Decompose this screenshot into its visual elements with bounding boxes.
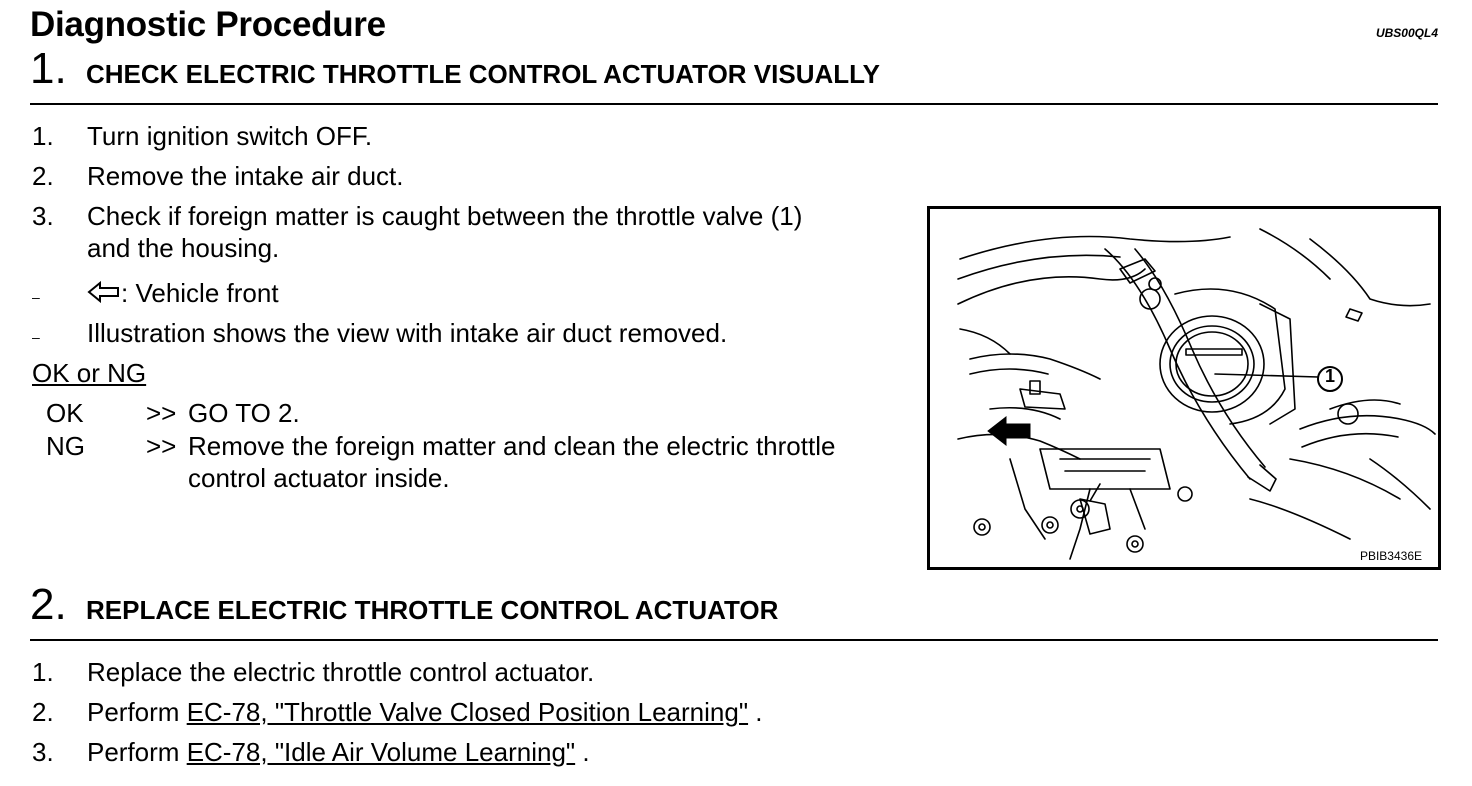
note-vehicle-front-text: : Vehicle front [121,278,279,308]
note-text: Illustration shows the view with intake air duct removed. [87,318,728,348]
note-bullet: – [32,289,40,305]
item-text [87,696,763,728]
result-text: GO TO 2. [188,398,300,428]
figure-code: PBIB3436E [1359,549,1422,563]
ok-ng-label: OK or NG [32,358,147,388]
vehicle-front-arrow-icon [988,417,1030,445]
result-arrow: >> [146,398,177,428]
step-1-divider [30,103,1438,105]
item-text: Check if foreign matter is caught between the throttle valve (1) [87,201,803,231]
item-number: 2. [32,697,54,727]
item-number: 1. [32,121,54,151]
step-1-heading [30,44,880,94]
step-2-number: 2. [30,580,67,629]
step-1-title: CHECK ELECTRIC THROTTLE CONTROL ACTUATOR VISUALLY [86,59,880,89]
throttle-actuator-illustration [927,206,1441,570]
item-number: 2. [32,161,54,191]
item-number: 1. [32,657,54,687]
item-text: Remove the intake air duct. [87,161,404,191]
result-key: OK [46,398,84,428]
page-title: Diagnostic Procedure [30,5,386,44]
step-2-heading [30,580,778,630]
item-suffix: . [575,737,590,767]
engine-bay-drawing [930,209,1438,567]
item-text: Turn ignition switch OFF. [87,121,373,151]
note-bullet: – [32,329,40,345]
item-number: 3. [32,737,54,767]
document-id: UBS00QL4 [1375,26,1438,40]
result-text-continued: control actuator inside. [188,463,450,493]
note-text [87,277,279,309]
result-arrow: >> [146,431,177,461]
arrow-left-outline-icon [87,281,121,303]
result-key: NG [46,431,85,461]
item-text: Replace the electric throttle control actuator. [87,657,595,687]
item-prefix: Perform [87,697,187,727]
item-text-continued: and the housing. [87,233,280,263]
throttle-valve-learning-link[interactable]: EC-78, "Throttle Valve Closed Position Learning" [186,697,749,727]
callout-1-label: 1 [1324,366,1335,386]
item-suffix: . [748,697,763,727]
item-text [87,736,590,768]
item-number: 3. [32,201,54,231]
idle-air-volume-learning-link[interactable]: EC-78, "Idle Air Volume Learning" [186,737,576,767]
step-2-title: REPLACE ELECTRIC THROTTLE CONTROL ACTUATOR [86,595,779,625]
result-text: Remove the foreign matter and clean the electric throttle [188,431,836,461]
item-prefix: Perform [87,737,187,767]
step-2-divider [30,639,1438,641]
step-1-number: 1. [30,44,67,93]
